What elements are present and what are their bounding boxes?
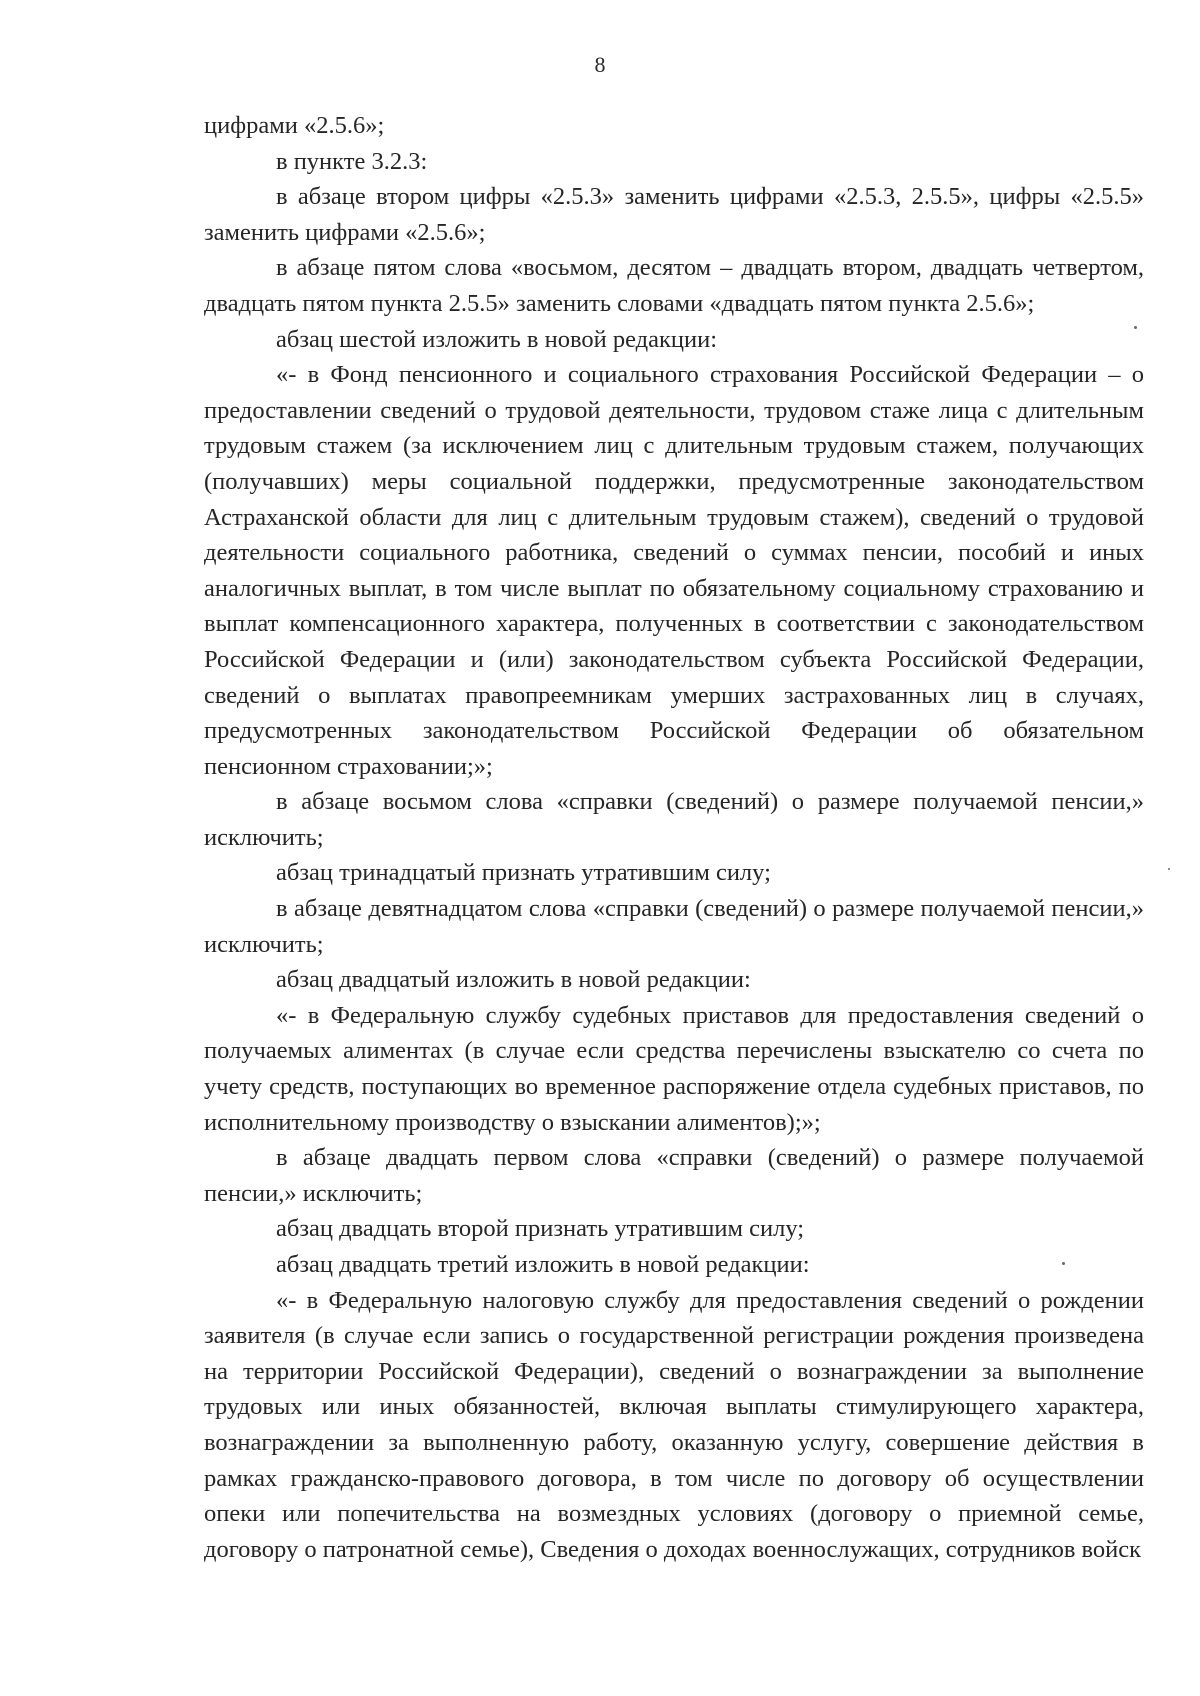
paragraph-11: «- в Федеральную службу судебных приставов для предоставления сведений о получаемых алиментах (в случае если средства перечислены взыскателю со счета по учету средств, поступающих во временное распоряжение отдела судебных приставов, по исполнительному производству о взыскании алиментов);»; (204, 1001, 1144, 1136)
scan-speck (1062, 1262, 1065, 1265)
paragraph-9: в абзаце девятнадцатом слова «справки (сведений) о размере получаемой пенсии,» исключить; (204, 895, 1144, 958)
paragraph-15: «- в Федеральную налоговую службу для предоставления сведений о рождении заявителя (в случае если запись о государственной регистрации рождения произведена на территории Российской Федерации), сведений о вознаграждении за выполнение трудовых или иных обязанностей, включая выплаты стимулирующего характера, вознаграждении за выполненную работу, оказанную услугу, совершение действия в рамках гражданско-правового договора, в том числе по договору об осуществлении опеки или попечительства на возмездных условиях (договору о приемной семье, договору о патронатной семье), Сведения о доходах военнослужащих, сотрудников войск (204, 1286, 1144, 1563)
paragraph-5: абзац шестой изложить в новой редакции: (276, 325, 718, 353)
paragraph-1: цифрами «2.5.6»; (204, 112, 385, 139)
paragraph-6: «- в Фонд пенсионного и социального страхования Российской Федерации – о предоставлении сведений о трудовой деятельности, трудовом стаже лица с длительным трудовым стажем (за исключением лиц с длительным трудовым стажем, получающих (получавших) меры социальной поддержки, предусмотренные законодательством Астраханской области для лиц с длительным трудовым стажем), сведений о трудовой деятельности социального работника, сведений о суммах пенсии, пособий и иных аналогичных выплат, в том числе выплат по обязательному социальному страхованию и выплат компенсационного характера, полученных в соответствии с законодательством Российской Федерации и (или) законодательством субъекта Российской Федерации, сведений о выплатах правопреемникам умерших застрахованных лиц в случаях, предусмотренных законодательством Российской Федерации об обязательном пенсионном страховании;»; (204, 361, 1144, 780)
document-body (204, 108, 1144, 1567)
scan-speck (1134, 326, 1137, 329)
paragraph-3: в абзаце втором цифры «2.5.3» заменить цифрами «2.5.3, 2.5.5», цифры «2.5.5» заменить цифрами «2.5.6»; (204, 183, 1144, 246)
paragraph-2: в пункте 3.2.3: (276, 147, 428, 175)
paragraph-14: абзац двадцать третий изложить в новой редакции: (276, 1251, 810, 1278)
paragraph-4: в абзаце пятом слова «восьмом, десятом – двадцать втором, двадцать четвертом, двадцать пятом пункта 2.5.5» заменить словами «двадцать пятом пункта 2.5.6»; (204, 254, 1144, 317)
paragraph-13: абзац двадцать второй признать утратившим силу; (276, 1215, 805, 1243)
scan-speck (1168, 868, 1170, 870)
paragraph-12: в абзаце двадцать первом слова «справки (сведений) о размере получаемой пенсии,» исключить; (204, 1144, 1144, 1207)
page-number: 8 (594, 52, 606, 77)
paragraph-10: абзац двадцатый изложить в новой редакции: (276, 966, 751, 994)
paragraph-8: абзац тринадцатый признать утратившим силу; (276, 859, 771, 887)
paragraph-7: в абзаце восьмом слова «справки (сведений) о размере получаемой пенсии,» исключить; (204, 788, 1144, 851)
